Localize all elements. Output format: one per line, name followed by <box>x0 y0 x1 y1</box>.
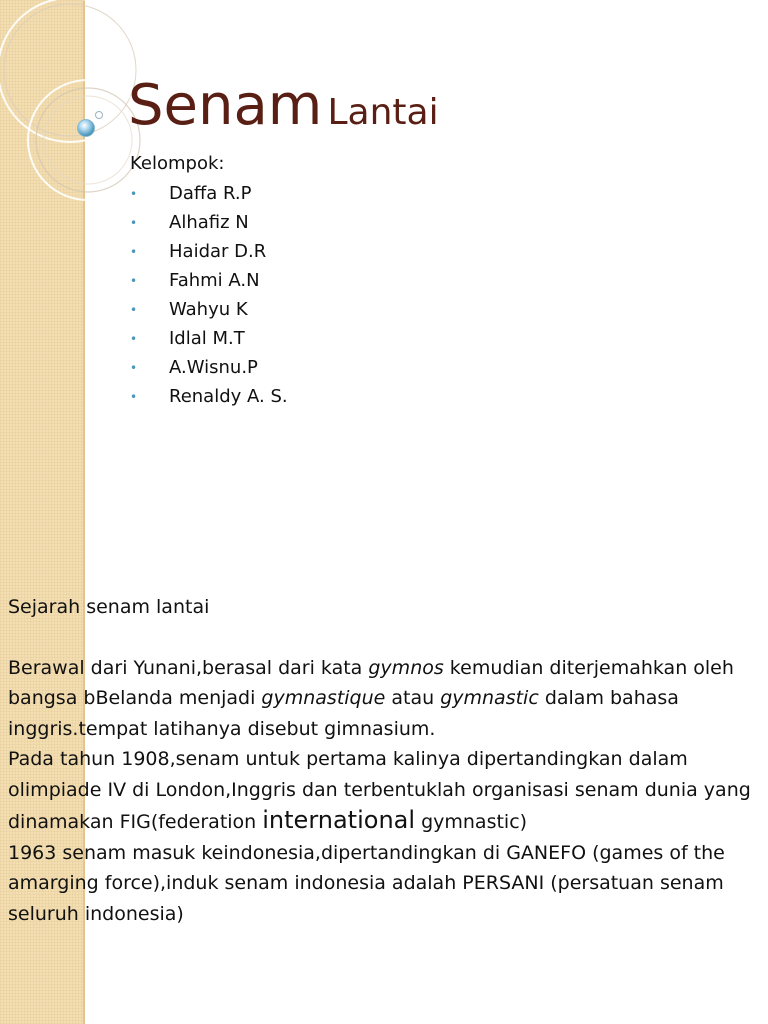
title-word-lantai: Lantai <box>327 92 439 133</box>
member-name: Daffa R.P <box>169 183 252 204</box>
text-run: dalam bahasa inggris.tempat latihanya disebut gimnasium. <box>8 687 679 740</box>
history-heading: Sejarah senam lantai <box>8 596 210 618</box>
italic-term-gymnastique: gymnastique <box>261 687 386 709</box>
list-item <box>130 183 288 212</box>
slide-title <box>128 73 439 138</box>
text-run: Pada tahun 1908,senam untuk pertama kalinya dipertandingkan dalam olimpiade IV di London,Inggris dan terbentuklah organisasi senam dunia yang dinamakan FIG(federation <box>8 748 751 833</box>
member-name: Fahmi A.N <box>169 270 260 291</box>
member-name: Wahyu K <box>169 299 248 320</box>
member-name: Alhafiz N <box>169 212 249 233</box>
history-paragraph-2 <box>8 744 760 838</box>
list-item <box>130 270 288 299</box>
list-item <box>130 241 288 270</box>
history-paragraph-3: 1963 senam masuk keindonesia,dipertandingkan di GANEFO (games of the amarging force),induk senam indonesia adalah PERSANI (persatuan senam seluruh indonesia) <box>8 841 725 925</box>
bullet-icon: • <box>130 390 138 404</box>
list-item <box>130 357 288 386</box>
text-run: Berawal dari Yunani,berasal dari kata <box>8 656 369 679</box>
member-list <box>130 183 288 415</box>
bullet-icon: • <box>130 245 138 259</box>
bullet-icon: • <box>130 332 138 346</box>
bullet-icon: • <box>130 274 138 288</box>
member-name: Idlal M.T <box>169 328 245 349</box>
history-section <box>8 592 760 929</box>
text-run: kemudian diterjemahkan oleh bangsa bBelanda menjadi <box>8 656 734 709</box>
member-name: Haidar D.R <box>169 241 267 262</box>
text-run: gymnastic) <box>415 811 528 833</box>
list-item <box>130 299 288 328</box>
list-item <box>130 212 288 241</box>
list-item <box>130 386 288 415</box>
text-run: atau <box>385 687 441 709</box>
paragraph-spacer <box>8 623 760 653</box>
bullet-icon: • <box>130 216 138 230</box>
italic-term-gymnos: gymnos <box>368 656 444 679</box>
bullet-icon: • <box>130 187 138 201</box>
member-name: A.Wisnu.P <box>169 357 258 378</box>
italic-term-gymnastic: gymnastic <box>440 687 539 709</box>
title-word-senam: Senam <box>128 73 323 138</box>
history-paragraph-1 <box>8 653 760 745</box>
bullet-icon: • <box>130 303 138 317</box>
blue-orb-icon <box>74 116 98 140</box>
bullet-icon: • <box>130 361 138 375</box>
large-word-international: international <box>262 806 416 834</box>
member-name: Renaldy A. S. <box>169 386 288 407</box>
group-label: Kelompok: <box>130 153 225 174</box>
list-item <box>130 328 288 357</box>
